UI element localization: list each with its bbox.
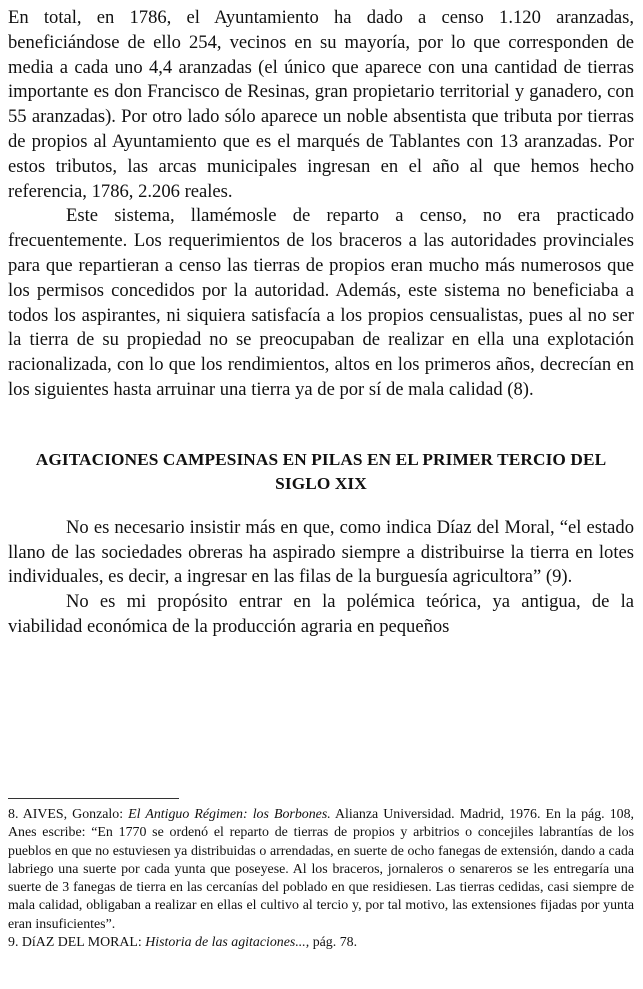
footnote-divider xyxy=(8,798,179,799)
section-heading: AGITACIONES CAMPESINAS EN PILAS EN EL PRIMER TERCIO DEL SIGLO XIX xyxy=(35,449,607,493)
body-paragraph-2: Este sistema, llamémosle de reparto a censo, no era practicado frecuentemente. Los requerimientos de los braceros a las autoridades provinciales para que repartieran a censo las tierras de propios eran mucho más numerosos que los permisos concedidos por la autoridad. Además, este sistema no beneficiaba a todos los aspirantes, ni siquiera satisfacía a los propios censualistas, pues al no ser la tierra de su propiedad no se preocupaban de realizar en ella una explotación racionalizada, con lo que los rendimientos, altos en los primeros años, decrecían en los siguientes hasta arruinar una tierra ya de por sí de mala calidad (8). xyxy=(8,205,634,400)
body-paragraph-3: No es necesario insistir más en que, como indica Díaz del Moral, “el estado llano de las sociedades obreras ha aspirado siempre a distribuirse la tierra en lotes individuales, es decir, a ingresar en las filas de la burguesía agricultora” (9). xyxy=(8,516,634,588)
footnote-8-prefix: 8. AIVES, Gonzalo: xyxy=(8,807,129,822)
body-paragraph-1: En total, en 1786, el Ayuntamiento ha dado a censo 1.120 aranzadas, beneficiándose de ello 254, vecinos en su mayoría, por lo que corresponden de media a cada uno 4,4 aranzadas (el único que aparece con una cantidad de tierras importante es don Francisco de Resinas, gran propietario territorial y ganadero, con 55 aranzadas). Por otro lado sólo aparece un noble absentista que tributa por tierras de propios al Ayuntamiento que es el marqués de Tablantes con 13 aranzadas. Por estos tributos, las arcas municipales ingresan en el año al que hemos hecho referencia, 1786, 2.206 reales. xyxy=(8,7,634,202)
footnote-8-text: Alianza Universidad. Madrid, 1976. En la pág. 108, Anes escribe: “En 1770 se ordenó el reparto de tierras de propios y arbitrios o concejiles labrantías de los pueblos en que no estuviesen ya distribuidas o arrendadas, en suerte de ocho fanegas de extensión, dando a cada labriego una suerte por cada yunta que poseyese. Al los braceros, jornaleros o senareros se les entregaría una suerte de 3 fanegas de tierra en las cercanías del poblado en que residiesen. Las tierras cedidas, casi siempre de mala calidad, obligaban a realizar en ellas el cultivo al tercio y, por tal motivo, las extensiones fijadas por yunta eran insuficientes”. xyxy=(8,807,635,932)
footnote-9-text: pág. 78. xyxy=(309,935,358,951)
footnote-9-prefix: 9. DíAZ DEL MORAL: xyxy=(8,935,146,951)
footnotes xyxy=(8,806,634,952)
footnote-9-title: Historia de las agitaciones..., xyxy=(145,935,310,951)
footnote-8-title: El Antiguo Régimen: los Borbones. xyxy=(128,807,331,822)
footnote-8 xyxy=(8,806,634,934)
body-paragraph-4: No es mi propósito entrar en la polémica teórica, ya antigua, de la viabilidad económica de la producción agraria en pequeños xyxy=(8,591,634,637)
footnote-9 xyxy=(8,934,634,952)
